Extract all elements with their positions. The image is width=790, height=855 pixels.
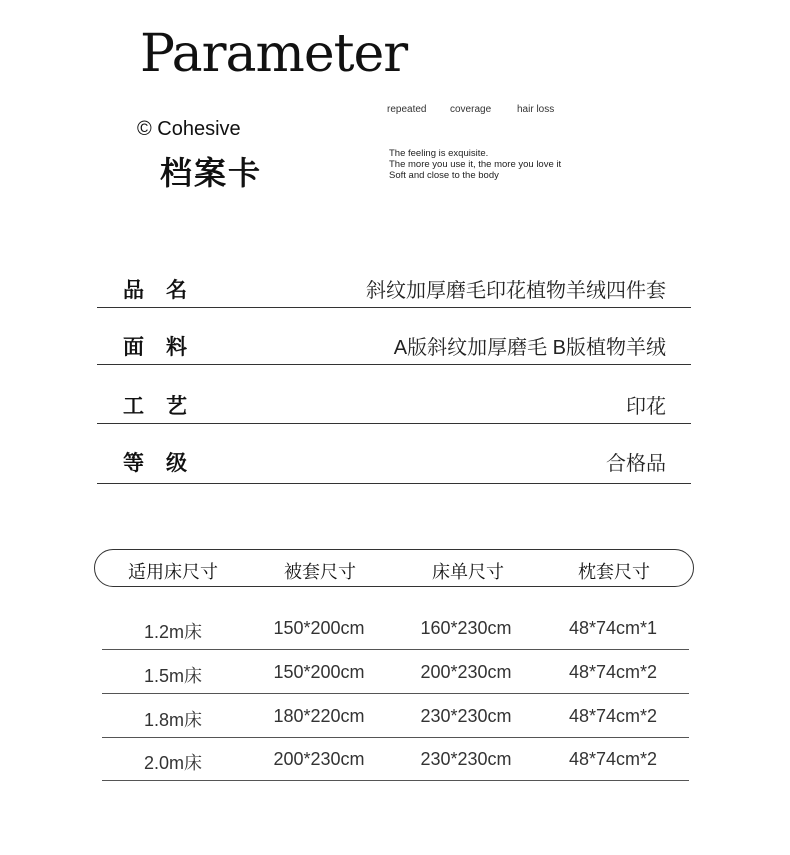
brand-name: © Cohesive [137,118,241,140]
cell-bed: 1.2m床 [143,622,203,642]
param-label: 面料 [123,336,209,359]
header-pillowcase-size: 枕套尺寸 [578,562,650,582]
page-title: Parameter [140,24,408,84]
table-row [102,650,689,694]
cell-pillowcase: 48*74cm*2 [568,749,658,769]
param-row-fabric [97,307,691,365]
table-row [102,694,689,738]
param-label: 品名 [123,279,209,302]
param-row-craft [97,364,691,424]
param-value: 合格品 [606,453,666,475]
size-table-header [94,549,694,587]
note-line: The more you use it, the more you love it [389,159,562,170]
cell-sheet: 230*230cm [420,706,512,726]
cell-pillowcase: 48*74cm*1 [568,618,658,638]
table-row [102,606,689,650]
param-value: A版斜纹加厚磨毛 B版植物羊绒 [393,337,666,359]
param-row-name [97,264,691,308]
cell-sheet: 200*230cm [420,662,512,682]
cell-sheet: 160*230cm [420,618,512,638]
param-row-grade [97,423,691,484]
tag-coverage: coverage [450,104,492,115]
param-value: 斜纹加厚磨毛印花植物羊绒四件套 [366,280,666,302]
note-line: The feeling is exquisite. [389,148,489,159]
tag-hair-loss: hair loss [517,104,555,115]
cell-duvet: 200*230cm [273,749,365,769]
cell-sheet: 230*230cm [420,749,512,769]
cell-duvet: 180*220cm [273,706,365,726]
cell-duvet: 150*200cm [273,662,365,682]
param-label: 工艺 [123,395,209,418]
table-row [102,737,689,781]
cell-pillowcase: 48*74cm*2 [568,706,658,726]
cell-bed: 1.8m床 [143,710,203,730]
header-duvet-size: 被套尺寸 [284,562,356,582]
cell-bed: 1.5m床 [143,666,203,686]
tag-repeated: repeated [387,104,427,115]
param-label: 等级 [123,452,209,475]
header-sheet-size: 床单尺寸 [432,562,504,582]
card-title: 档案卡 [160,155,263,191]
note-line: Soft and close to the body [389,170,499,181]
cell-duvet: 150*200cm [273,618,365,638]
header-bed-size: 适用床尺寸 [128,562,218,582]
cell-bed: 2.0m床 [143,753,203,773]
cell-pillowcase: 48*74cm*2 [568,662,658,682]
param-value: 印花 [626,396,666,418]
